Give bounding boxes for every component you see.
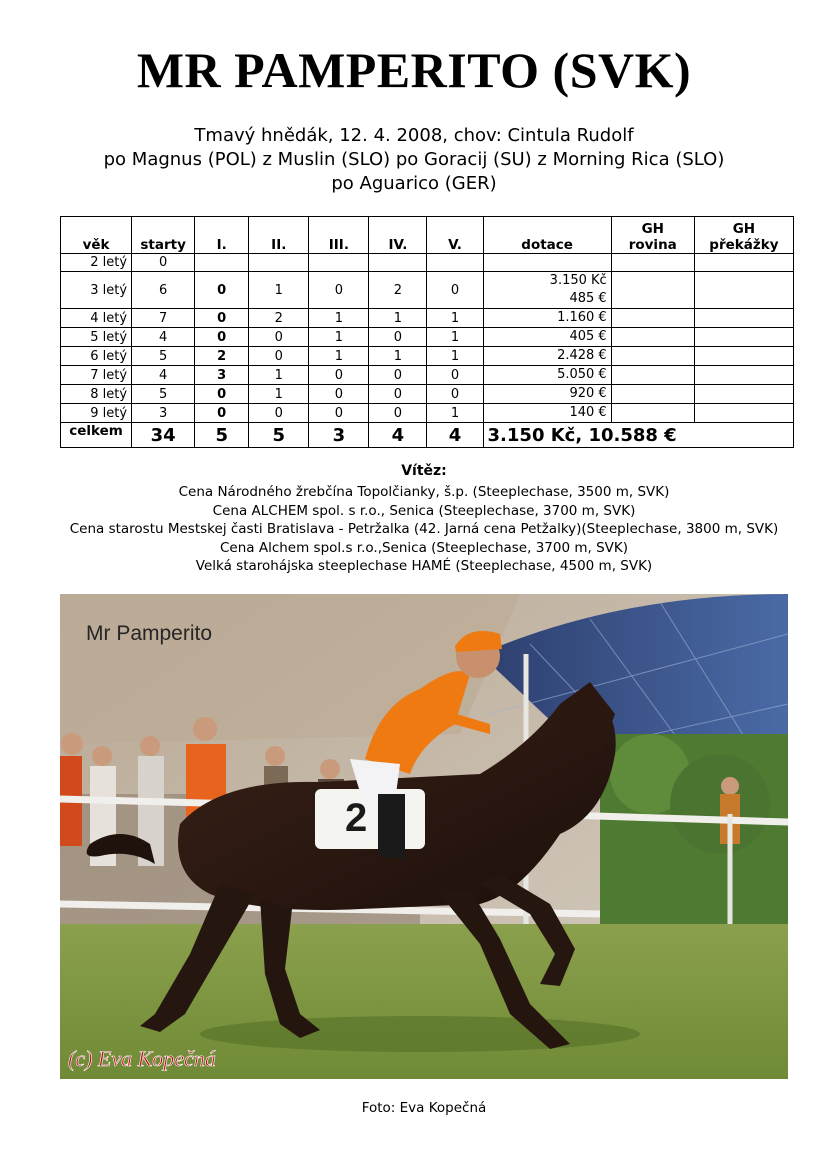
cell-third: 1 <box>309 347 369 366</box>
cell-first: 0 <box>195 272 249 309</box>
cell-gh-flat <box>611 347 694 366</box>
cell-second: 0 <box>249 347 309 366</box>
cell-fourth: 0 <box>369 404 427 423</box>
cell-total-fifth: 4 <box>427 423 483 448</box>
cell-fifth: 0 <box>427 272 483 309</box>
winner-heading: Vítěz: <box>401 463 447 479</box>
cell-third <box>309 254 369 272</box>
cell-gh-flat <box>611 254 694 272</box>
cell-age: 5 letý <box>61 328 132 347</box>
cell-prize-money <box>483 309 611 328</box>
table-row <box>61 309 794 328</box>
col-header-age: věk <box>61 217 132 254</box>
win-item: Cena ALCHEM spol. s r.o., Senica (Steeplechase, 3700 m, SVK) <box>212 502 636 519</box>
horse-info <box>0 124 828 196</box>
cell-gh-flat <box>611 366 694 385</box>
horse-shadow <box>200 1016 640 1052</box>
cell-age: 7 letý <box>61 366 132 385</box>
table-row <box>61 328 794 347</box>
cell-starts: 5 <box>132 385 195 404</box>
cell-gh-jumps <box>694 366 793 385</box>
cell-total-third: 3 <box>309 423 369 448</box>
cell-prize-money <box>483 404 611 423</box>
cell-total-second: 5 <box>249 423 309 448</box>
cell-starts: 7 <box>132 309 195 328</box>
cell-age: 9 letý <box>61 404 132 423</box>
cell-gh-flat <box>611 272 694 309</box>
cell-fifth: 0 <box>427 366 483 385</box>
cell-gh-jumps <box>694 385 793 404</box>
cell-gh-jumps <box>694 254 793 272</box>
cell-total-fourth: 4 <box>369 423 427 448</box>
prize-money-line: 140 € <box>569 405 607 420</box>
col-header-gh-jumps: GH překážky <box>694 217 793 254</box>
cell-gh-flat <box>611 328 694 347</box>
cell-fourth: 1 <box>369 347 427 366</box>
win-item: Cena Národného žrebčína Topolčianky, š.p. (Steeplechase, 3500 m, SVK) <box>178 484 670 500</box>
cell-prize-money <box>483 328 611 347</box>
cell-fourth: 0 <box>369 366 427 385</box>
cell-prize-money <box>483 385 611 404</box>
cell-gh-flat <box>611 309 694 328</box>
prize-money-line: 1.160 € <box>557 310 607 325</box>
cell-first: 0 <box>195 385 249 404</box>
info-line-pedigree: po Magnus (POL) z Muslin (SLO) po Goracij (SU) z Morning Rica (SLO) <box>103 149 725 170</box>
table-total-row <box>61 423 794 448</box>
col-header-fourth: IV. <box>369 217 427 254</box>
cell-prize-money <box>483 254 611 272</box>
table-header-row <box>61 217 794 254</box>
prize-money-line: 405 € <box>569 329 607 344</box>
cell-fifth: 1 <box>427 347 483 366</box>
saddle-number: 2 <box>345 796 368 840</box>
cell-third: 0 <box>309 385 369 404</box>
table-row <box>61 366 794 385</box>
cell-age: 4 letý <box>61 309 132 328</box>
cell-starts: 0 <box>132 254 195 272</box>
cell-gh-jumps <box>694 272 793 309</box>
horse-photo-illustration <box>60 594 788 1079</box>
table-row <box>61 385 794 404</box>
cell-gh-jumps <box>694 328 793 347</box>
cell-starts: 4 <box>132 328 195 347</box>
cell-gh-jumps <box>694 404 793 423</box>
win-item: Cena Alchem spol.s r.o.,Senica (Steeplechase, 3700 m, SVK) <box>219 539 628 556</box>
table-row <box>61 347 794 366</box>
col-header-first: I. <box>195 217 249 254</box>
cell-first: 2 <box>195 347 249 366</box>
cell-first: 3 <box>195 366 249 385</box>
cell-third: 1 <box>309 328 369 347</box>
cell-fourth: 2 <box>369 272 427 309</box>
cell-gh-jumps <box>694 309 793 328</box>
win-item: Velká starohájska steeplechase HAMÉ (Steeplechase, 4500 m, SVK) <box>195 558 653 574</box>
prize-money-line: 5.050 € <box>557 367 607 382</box>
cell-age: 2 letý <box>61 254 132 272</box>
cell-third: 0 <box>309 366 369 385</box>
cell-second: 1 <box>249 366 309 385</box>
col-header-prize-money: dotace <box>483 217 611 254</box>
cell-fourth: 0 <box>369 328 427 347</box>
photo-caption: Foto: Eva Kopečná <box>361 1100 487 1116</box>
cell-fourth: 0 <box>369 385 427 404</box>
cell-fourth: 1 <box>369 309 427 328</box>
cell-starts: 3 <box>132 404 195 423</box>
cell-prize-money <box>483 272 611 309</box>
cell-first: 0 <box>195 309 249 328</box>
wins-list <box>0 483 828 576</box>
prize-money-line: 485 € <box>569 291 607 306</box>
cell-third: 0 <box>309 272 369 309</box>
cell-prize-money <box>483 347 611 366</box>
cell-fifth: 1 <box>427 328 483 347</box>
col-header-starts: starty <box>132 217 195 254</box>
cell-fifth: 1 <box>427 309 483 328</box>
cell-second: 0 <box>249 404 309 423</box>
prize-money-line: 3.150 Kč <box>549 273 607 288</box>
cell-second: 0 <box>249 328 309 347</box>
cell-prize-money <box>483 366 611 385</box>
win-item: Cena starostu Mestskej časti Bratislava - Petržalka (42. Jarná cena Petžalky)(Steeplechase, 3800 m, SVK) <box>69 521 779 537</box>
cell-total-starts: 34 <box>132 423 195 448</box>
cell-second: 1 <box>249 272 309 309</box>
col-header-second: II. <box>249 217 309 254</box>
cell-age: 8 letý <box>61 385 132 404</box>
cell-first: 0 <box>195 404 249 423</box>
cell-gh-flat <box>611 404 694 423</box>
cell-total-prize-money: 3.150 Kč, 10.588 € <box>483 423 793 448</box>
cell-fifth <box>427 254 483 272</box>
horse-photo <box>60 594 788 1079</box>
cell-gh-flat <box>611 385 694 404</box>
col-header-fifth: V. <box>427 217 483 254</box>
cell-first <box>195 254 249 272</box>
photo-watermark: (c) Eva Kopečná <box>68 1046 216 1071</box>
col-header-third: III. <box>309 217 369 254</box>
table-row <box>61 272 794 309</box>
cell-fifth: 0 <box>427 385 483 404</box>
cell-second: 1 <box>249 385 309 404</box>
cell-first: 0 <box>195 328 249 347</box>
prize-money-line: 920 € <box>569 386 607 401</box>
cell-age: 6 letý <box>61 347 132 366</box>
table-body <box>61 254 794 448</box>
table-row <box>61 254 794 272</box>
cell-fifth: 1 <box>427 404 483 423</box>
cell-gh-jumps <box>694 347 793 366</box>
cell-total-first: 5 <box>195 423 249 448</box>
cell-starts: 6 <box>132 272 195 309</box>
prize-money-line: 2.428 € <box>557 348 607 363</box>
page-title: MR PAMPERITO (SVK) <box>136 42 692 98</box>
cell-third: 1 <box>309 309 369 328</box>
info-line-pedigree-cont: po Aguarico (GER) <box>331 173 497 194</box>
info-line-breeding: Tmavý hnědák, 12. 4. 2008, chov: Cintula Rudolf <box>194 125 634 146</box>
col-header-gh-flat: GH rovina <box>611 217 694 254</box>
cell-second <box>249 254 309 272</box>
cell-second: 2 <box>249 309 309 328</box>
photo-overlay-name: Mr Pamperito <box>86 622 213 645</box>
cell-total-label: celkem <box>61 423 132 448</box>
table-row <box>61 404 794 423</box>
cell-fourth <box>369 254 427 272</box>
statistics-table <box>60 216 794 448</box>
cell-third: 0 <box>309 404 369 423</box>
cell-starts: 4 <box>132 366 195 385</box>
cell-age: 3 letý <box>61 272 132 309</box>
cell-starts: 5 <box>132 347 195 366</box>
